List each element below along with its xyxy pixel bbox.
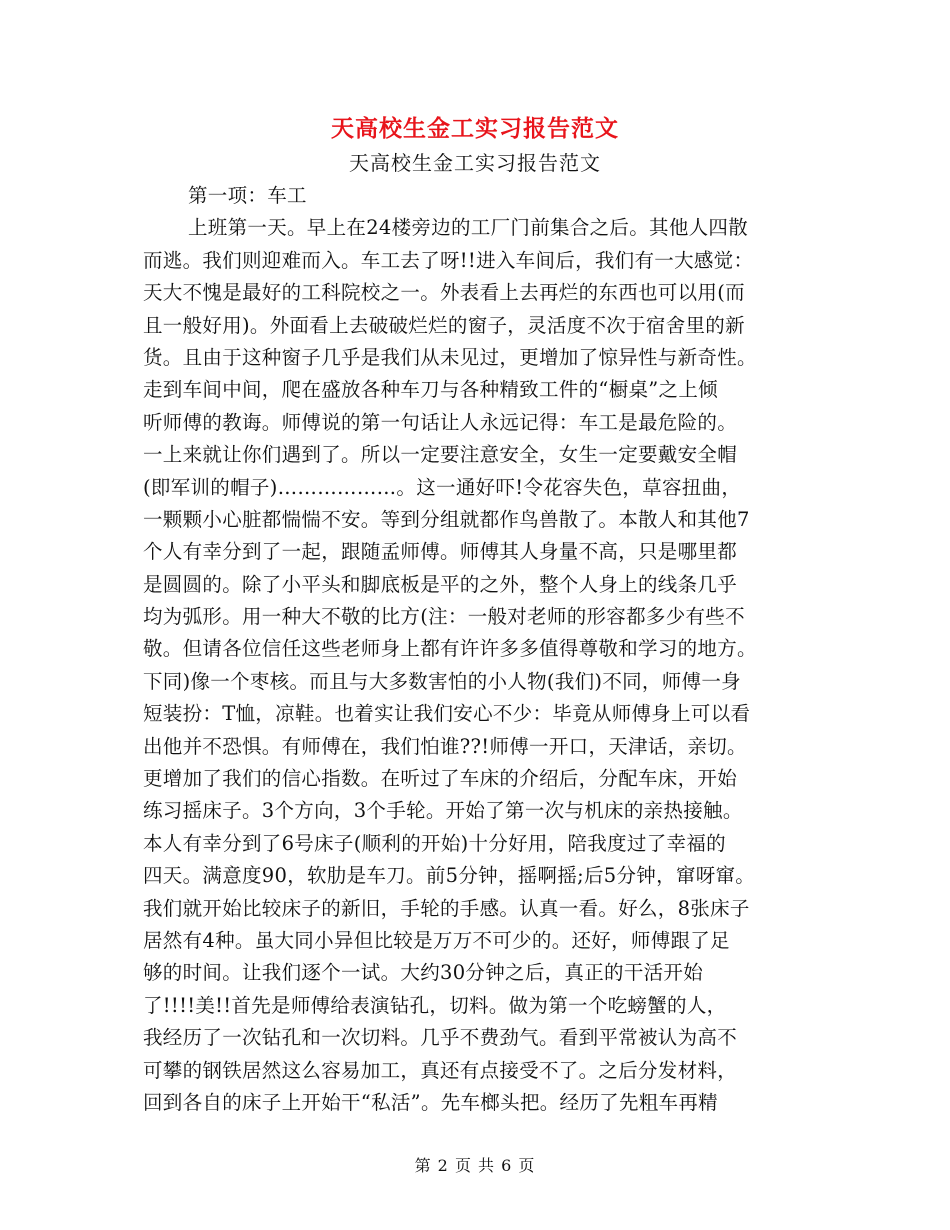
paragraph-line: 我们就开始比较床子的新旧，手轮的手感。认真一看。好么，8张床子 bbox=[143, 896, 750, 920]
paragraph-line: 是圆圆的。除了小平头和脚底板是平的之外，整个人身上的线条几乎 bbox=[143, 572, 738, 596]
paragraph-line: 够的时间。让我们逐个一试。大约30分钟之后，真正的干活开始 bbox=[143, 961, 704, 985]
paragraph-line: 居然有4种。虽大同小异但比较是万万不可少的。还好，师傅跟了足 bbox=[143, 928, 730, 952]
paragraph-line: 四天。满意度90，软肋是车刀。前5分钟，摇啊摇;后5分钟，窜呀窜。 bbox=[143, 864, 756, 888]
paragraph-line: 听师傅的教诲。师傅说的第一句话让人永远记得：车工是最危险的。 bbox=[143, 410, 738, 434]
paragraph-line: 短装扮：T恤，凉鞋。也着实让我们安心不少：毕竟从师傅身上可以看 bbox=[143, 702, 751, 726]
paragraph-line: 本人有幸分到了6号床子(顺利的开始)十分好用，陪我度过了幸福的 bbox=[143, 831, 726, 855]
paragraph-line: 更增加了我们的信心指数。在听过了车床的介绍后，分配车床，开始 bbox=[143, 767, 738, 791]
document-body bbox=[143, 180, 843, 1119]
paragraph-line: 了!!!!美!!首先是师傅给表演钻孔，切料。做为第一个吃螃蟹的人， bbox=[143, 993, 727, 1017]
paragraph-line: 天大不愧是最好的工科院校之一。外表看上去再烂的东西也可以用(而 bbox=[143, 281, 745, 305]
document-subtitle: 天高校生金工实习报告范文 bbox=[349, 151, 601, 175]
paragraph-line: 一颗颗小心脏都惴惴不安。等到分组就都作鸟兽散了。本散人和其他7 bbox=[143, 507, 750, 531]
paragraph-line: (即军训的帽子)………………。这一通好吓!令花容失色，草容扭曲， bbox=[143, 475, 742, 499]
paragraph-line: 可攀的钢铁居然这么容易加工，真还有点接受不了。之后分发材料， bbox=[143, 1058, 738, 1082]
document-title: 天高校生金工实习报告范文 bbox=[331, 115, 619, 142]
paragraph-line: 出他并不恐惧。有师傅在，我们怕谁??!师傅一开口，天津话，亲切。 bbox=[143, 734, 747, 758]
paragraph-line: 一上来就让你们遇到了。所以一定要注意安全，女生一定要戴安全帽 bbox=[143, 443, 738, 467]
paragraph-line: 走到车间中间，爬在盛放各种车刀与各种精致工件的“橱桌”之上倾 bbox=[143, 378, 718, 402]
paragraph-line: 货。且由于这种窗子几乎是我们从未见过，更增加了惊异性与新奇性。 bbox=[143, 345, 757, 369]
paragraph-line: 回到各自的床子上开始干“私活”。先车榔头把。经历了先粗车再精 bbox=[143, 1090, 718, 1114]
paragraph-line: 均为弧形。用一种大不敬的比方(注：一般对老师的形容都多少有些不 bbox=[143, 605, 745, 629]
paragraph-line: 个人有幸分到了一起，跟随孟师傅。师傅其人身量不高，只是哪里都 bbox=[143, 540, 738, 564]
paragraph-line: 下同)像一个枣核。而且与大多数害怕的小人物(我们)不同，师傅一身 bbox=[143, 669, 741, 693]
section-heading: 第一项：车工 bbox=[188, 184, 307, 207]
page-number-footer: 第 2 页 共 6 页 bbox=[414, 1156, 536, 1175]
paragraph-line: 且一般好用)。外面看上去破破烂烂的窗子，灵活度不次于宿舍里的新 bbox=[143, 313, 745, 337]
paragraph-line: 我经历了一次钻孔和一次切料。几乎不费劲气。看到平常被认为高不 bbox=[143, 1026, 738, 1050]
paragraph-line: 敬。但请各位信任这些老师身上都有许许多多值得尊敬和学习的地方。 bbox=[143, 637, 757, 661]
paragraph-line: 练习摇床子。3个方向，3个手轮。开始了第一次与机床的亲热接触。 bbox=[143, 799, 743, 823]
paragraph-line: 而逃。我们则迎难而入。车工去了呀!!进入车间后，我们有一大感觉： bbox=[143, 248, 754, 272]
paragraph-line: 上班第一天。早上在24楼旁边的工厂门前集合之后。其他人四散 bbox=[188, 216, 749, 240]
